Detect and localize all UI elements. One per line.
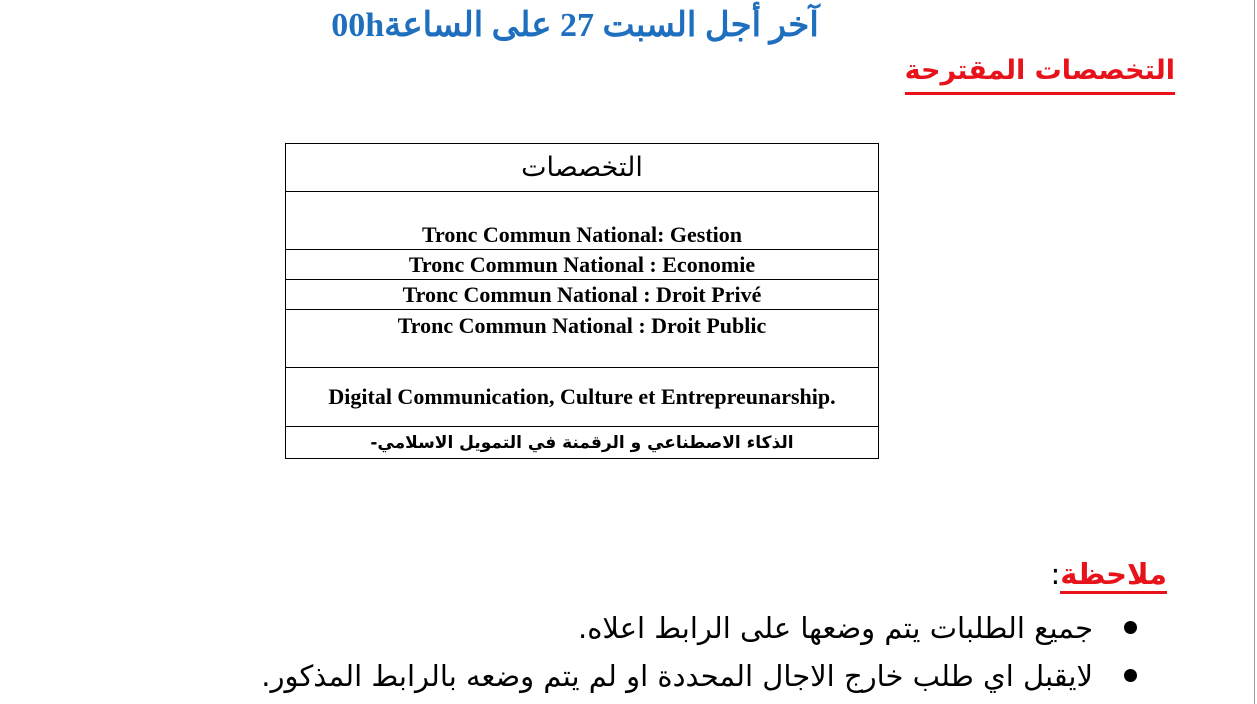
table-row <box>286 427 879 459</box>
note-item-text: جميع الطلبات يتم وضعها على الرابط اعلاه. <box>577 611 1093 645</box>
specialization-gestion: Tronc Commun National: Gestion <box>286 192 879 250</box>
deadline-heading: آخر أجل السبت 27 على الساعة00h <box>331 7 819 44</box>
specialization-ai-islamic-finance: الذكاء الاصطناعي و الرقمنة في التمويل الاسلامي- <box>286 427 879 459</box>
table-row <box>286 368 879 427</box>
table-row <box>286 250 879 280</box>
table-row <box>286 192 879 250</box>
page-edge-line <box>1254 0 1255 704</box>
bullet-icon <box>1124 669 1137 682</box>
specialization-digital-communication: Digital Communication, Culture et Entrepreunarship. <box>286 368 879 427</box>
note-item-text: لايقبل اي طلب خارج الاجال المحددة او لم يتم وضعه بالرابط المذكور. <box>261 659 1093 693</box>
note-heading <box>1051 552 1168 596</box>
table-header-row <box>286 144 879 192</box>
specializations-table <box>285 143 879 459</box>
proposed-specializations-title: التخصصات المقترحة <box>905 50 1175 95</box>
specialization-droit-public: Tronc Commun National : Droit Public <box>286 310 879 368</box>
notes-list <box>261 604 1137 700</box>
table-row <box>286 280 879 310</box>
table-header-cell: التخصصات <box>286 144 879 192</box>
table-row <box>286 310 879 368</box>
specialization-droit-prive: Tronc Commun National : Droit Privé <box>286 280 879 310</box>
note-colon: : <box>1050 557 1061 591</box>
bullet-icon <box>1124 621 1137 634</box>
list-item <box>261 604 1137 652</box>
list-item <box>261 652 1137 700</box>
note-title: ملاحظة <box>1060 557 1167 594</box>
specialization-economie: Tronc Commun National : Economie <box>286 250 879 280</box>
